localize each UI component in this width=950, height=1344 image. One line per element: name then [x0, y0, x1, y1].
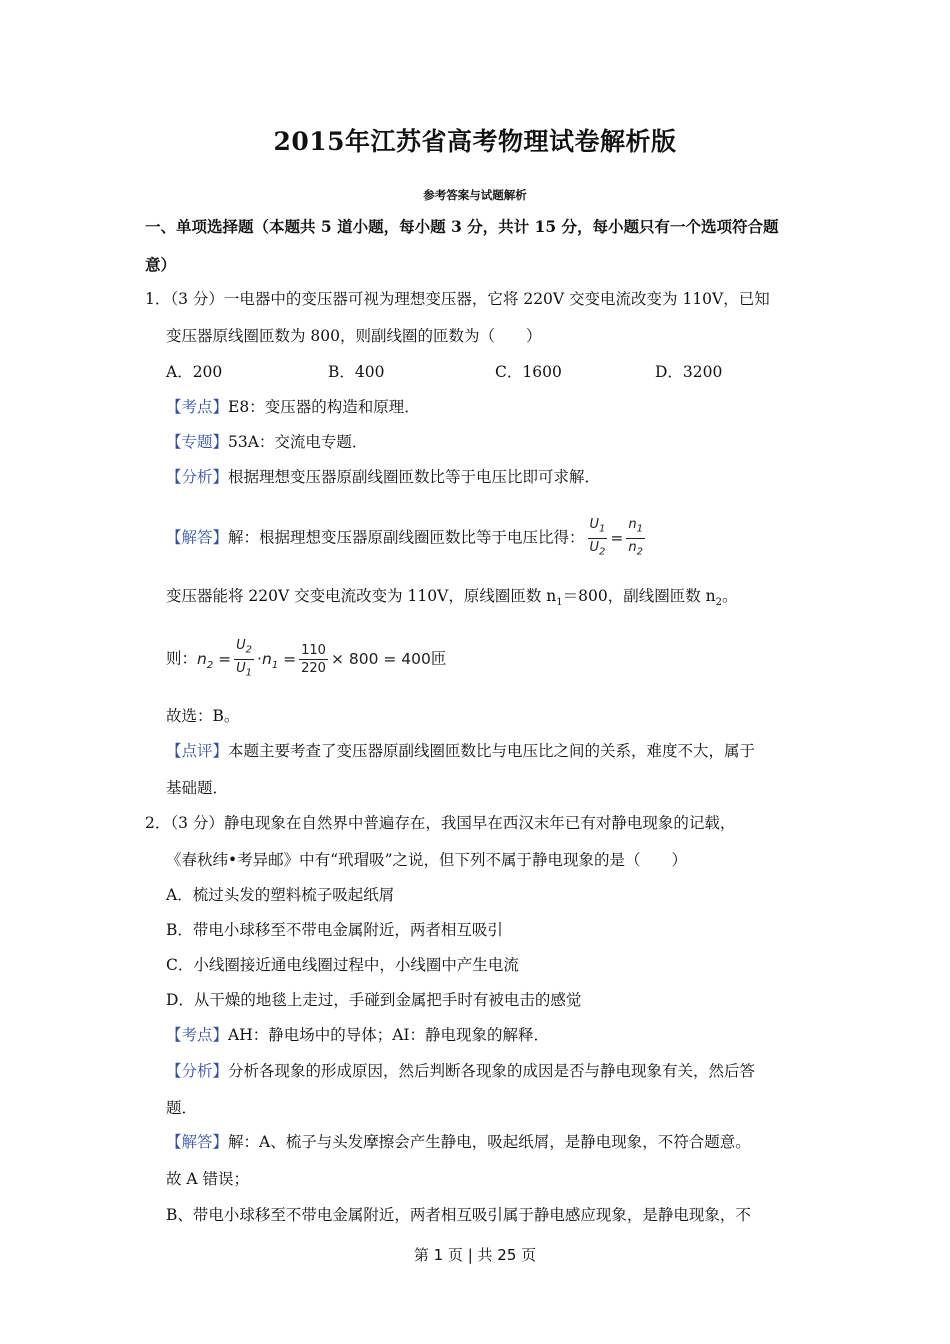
q1-jieda-text: 解：根据理想变压器原副线圈匝数比等于电压比得：: [228, 528, 585, 547]
q1-kaodian-tag: 【考点】: [166, 398, 229, 416]
q2-jieda-line3: B、带电小球移至不带电金属附近，两者相互吸引属于静电感应现象，是静电现象，不: [166, 1206, 751, 1224]
q2-jieda-text: 解：A、梳子与头发摩擦会产生静电，吸起纸屑，是静电现象，不符合题意。: [228, 1133, 751, 1151]
q2-jieda-tag: 【解答】: [166, 1133, 229, 1151]
q1-kaodian: [166, 397, 420, 417]
document-subtitle: 参考答案与试题解析: [423, 188, 527, 202]
q1-stem-line2: 变压器原线圈匝数为 800，则副线圈的匝数为（ ）: [166, 327, 542, 345]
q2-jieda-line2: 故 A 错误；: [166, 1170, 250, 1188]
q1-formula-ratio: $\frac{U_1}{U_2}$ = $\frac{n_1}{n_2}$: [589, 517, 644, 558]
q1-dianping: [166, 741, 755, 761]
q1-formula-result: $n_2$ = $\frac{U_2}{U_1}$ $\cdot n_1$ = $\frac{110}{220}$ × 800 = 400: [197, 638, 431, 679]
q1-formula-result-line: [166, 637, 446, 686]
q1-explain-line: 变压器能将 220V 交变电流改变为 110V，原线圈匝数 $n_1=800$，副线圈匝数 $n_2$。: [166, 587, 738, 609]
q1-fenxi-text: 根据理想变压器原副线圈匝数比等于电压比即可求解．: [228, 468, 601, 486]
q1-zhuanti: [166, 432, 367, 452]
q1-option-c: C．1600: [495, 363, 562, 381]
q1-jieda: [166, 516, 648, 560]
q1-ze-label: 则：: [166, 649, 198, 668]
q1-dianping-tag: 【点评】: [166, 742, 229, 760]
q2-stem-line2: 《春秋纬•考异邮》中有“玳瑁吸”之说，但下列不属于静电现象的是（ ）: [166, 851, 687, 869]
q2-option-d: D．从干燥的地毯上走过，手碰到金属把手时有被电击的感觉: [166, 991, 582, 1009]
q1-option-d: D．3200: [655, 363, 723, 381]
q1-kaodian-text: E8：变压器的构造和原理．: [228, 398, 420, 416]
q1-zhuanti-text: 53A：交流电专题．: [228, 433, 368, 451]
q2-fenxi-text: 分析各现象的形成原因，然后判断各现象的成因是否与静电现象有关，然后答: [228, 1062, 756, 1080]
q1-option-b: B．400: [328, 363, 385, 381]
q2-jieda: [166, 1132, 751, 1152]
q1-option-a: A．200: [166, 363, 223, 381]
document-title: 2015年江苏省高考物理试卷解析版: [273, 127, 677, 156]
q1-fenxi-tag: 【分析】: [166, 468, 229, 486]
page-footer: 第 1 页 | 共 25 页: [413, 1246, 537, 1264]
q1-dianping-text: 本题主要考查了变压器原副线圈匝数比与电压比之间的关系，难度不大，属于: [228, 742, 756, 760]
q1-fenxi: [166, 467, 600, 487]
q2-option-b: B．带电小球移至不带电金属附近，两者相互吸引: [166, 921, 503, 939]
q1-jieda-tag: 【解答】: [166, 528, 229, 547]
section-heading-line1: 一、单项选择题（本题共 5 道小题，每小题 3 分，共计 15 分，每小题只有一个选项符合题: [145, 217, 779, 236]
q1-zhuanti-tag: 【专题】: [166, 433, 229, 451]
q1-answer: 故选：B。: [166, 707, 240, 725]
q1-unit: 匝: [430, 649, 447, 668]
section-heading-line2: 意）: [145, 255, 177, 274]
q2-stem-line1: 2．（3 分）静电现象在自然界中普遍存在，我国早在西汉末年已有对静电现象的记载，: [145, 814, 736, 832]
q1-stem-line1: 1．（3 分）一电器中的变压器可视为理想变压器，它将 220V 交变电流改变为 110V，已知: [145, 290, 770, 308]
q2-fenxi-line2: 题．: [166, 1099, 198, 1117]
q2-option-c: C．小线圈接近通电线圈过程中，小线圈中产生电流: [166, 956, 519, 974]
q1-dianping-line2: 基础题．: [166, 779, 229, 797]
q2-fenxi-tag: 【分析】: [166, 1062, 229, 1080]
q2-kaodian-text: AH：静电场中的导体；AI：静电现象的解释．: [228, 1026, 550, 1044]
q2-kaodian: [166, 1025, 549, 1045]
q2-fenxi: [166, 1061, 755, 1081]
q2-kaodian-tag: 【考点】: [166, 1026, 229, 1044]
q2-option-a: A．梳过头发的塑料梳子吸起纸屑: [166, 886, 395, 904]
